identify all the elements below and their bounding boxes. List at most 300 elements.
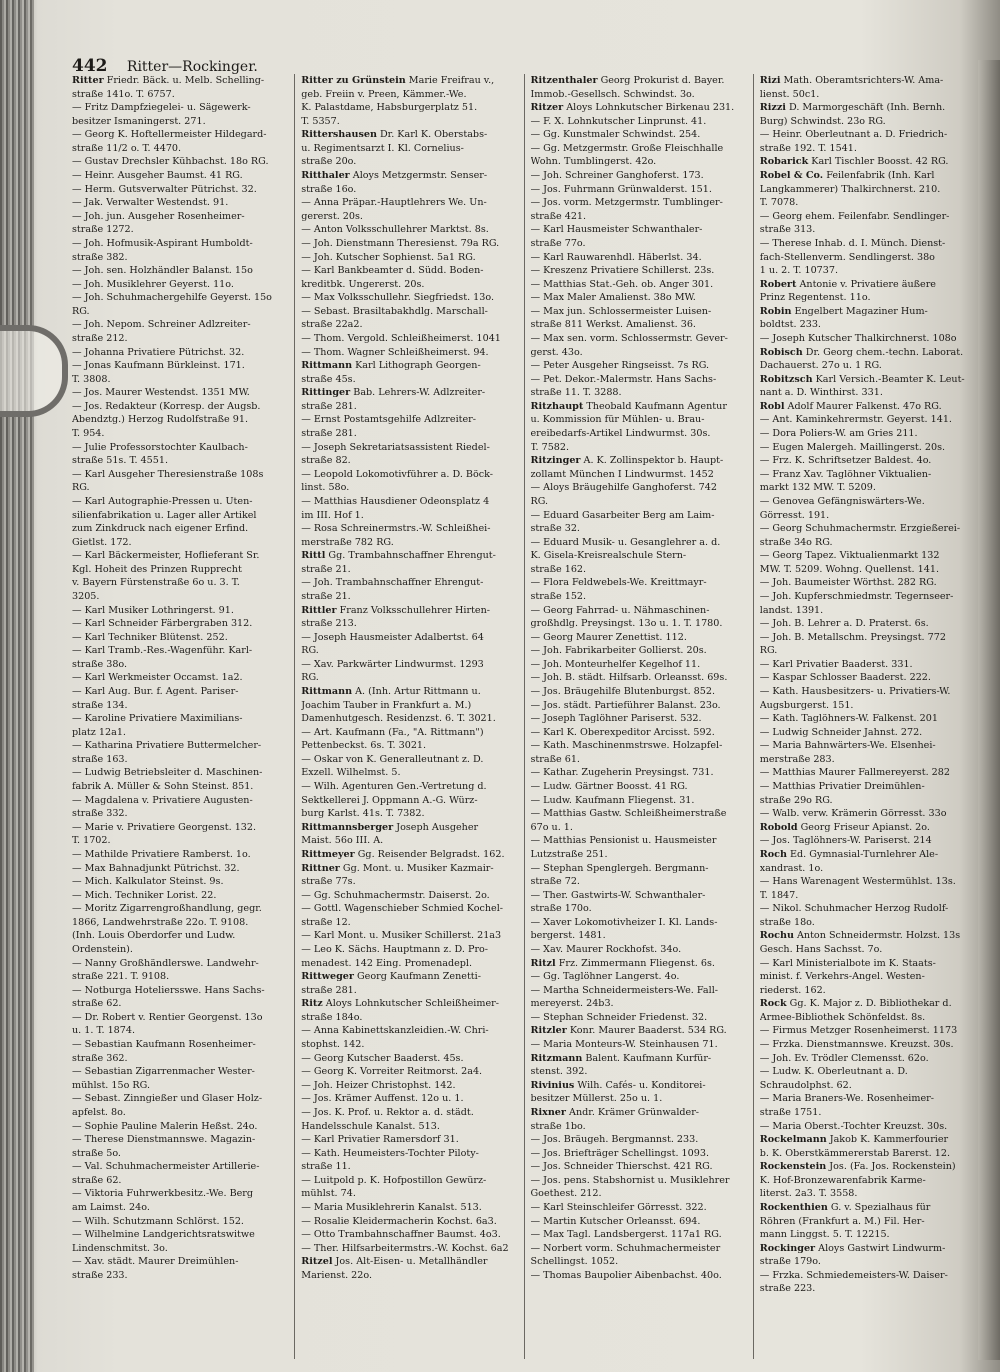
directory-line: — Art. Kaufmann (Fa., "A. Rittmann") (301, 726, 484, 738)
directory-line: — Jos. Schneider Thierschst. 421 RG. (530, 1161, 713, 1173)
directory-line: — Flora Feldwebels-We. Kreittmayr- (530, 577, 707, 589)
directory-line: — Eduard Gasarbeiter Berg am Laim- (530, 509, 715, 521)
directory-line: — Georg Maurer Zenettist. 112. (530, 631, 687, 643)
directory-line: — Jos. Briefträger Schellingst. 1093. (530, 1147, 710, 1159)
directory-line: — Anton Volksschullehrer Marktst. 8s. (301, 224, 489, 236)
directory-line: straße 38o. (72, 658, 128, 670)
directory-line: — Ernst Postamtsgehilfe Adlzreiter- (301, 414, 477, 426)
directory-line: großhdlg. Preysingst. 13o u. 1. T. 1780. (530, 618, 723, 630)
directory-line: Sektkellerei J. Oppmann A.-G. Würz- (301, 794, 478, 806)
directory-line: — Joh. Monteurhelfer Kegelhof 11. (530, 658, 701, 670)
directory-line: — Dr. Robert v. Rentier Georgenst. 13o (72, 1011, 263, 1023)
directory-line: Rockenstein Jos. (Fa. Jos. Rockenstein) (759, 1161, 956, 1173)
directory-line: straße 1bo. (530, 1120, 586, 1132)
directory-line: straße 281. (301, 400, 357, 412)
directory-line: Ritter Friedr. Bäck. u. Melb. Schelling- (72, 75, 265, 86)
directory-line: stenst. 392. (530, 1066, 588, 1078)
directory-line: straße 141o. T. 6757. (72, 88, 175, 100)
directory-line: — Georg Fahrrad- u. Nähmaschinen- (530, 604, 710, 616)
directory-line: — Max jun. Schlossermeister Luisen- (530, 305, 712, 317)
directory-line: Rittmannsberger Joseph Ausgeher (301, 821, 479, 833)
directory-line: — Jonas Kaufmann Bürkleinst. 171. (72, 360, 245, 372)
directory-line: straße 811 Werkst. Amalienst. 36. (530, 319, 696, 331)
directory-line: geb. Freiin v. Preen, Kämmer.-We. (301, 88, 467, 100)
directory-line: mühlst. 74. (301, 1188, 356, 1200)
directory-line: Görresst. 191. (759, 509, 830, 521)
directory-line: Schellingst. 1052. (530, 1256, 619, 1268)
directory-line: — Jos. K. Prof. u. Rektor a. d. städt. (301, 1106, 474, 1118)
directory-line: straße 170o. (530, 903, 592, 915)
directory-line: b. K. Oberstkämmererstab Barerst. 12. (759, 1147, 951, 1159)
directory-line: — Joh. Schreiner Ganghoferst. 173. (530, 170, 704, 182)
directory-line: Rockinger Aloys Gastwirt Lindwurm- (759, 1242, 946, 1254)
directory-line: — Aloys Bräugehilfe Ganghoferst. 742 (530, 482, 717, 494)
directory-line: kreditbk. Ungererst. 20s. (301, 278, 425, 290)
directory-line: — Peter Ausgeher Ringseisst. 7s RG. (530, 360, 710, 372)
directory-line: — Jos. Taglöhners-W. Pariserst. 214 (759, 835, 932, 847)
directory-line: — Stephan Schneider Friedenst. 32. (530, 1011, 708, 1023)
directory-line: — Matthias Gastw. Schleißheimerstraße (530, 808, 727, 820)
directory-line: mann Linggst. 5. T. 12215. (759, 1229, 890, 1241)
directory-line: Robin Engelbert Magaziner Hum- (759, 305, 928, 317)
directory-line: — Mathilde Privatiere Ramberst. 1o. (72, 848, 251, 860)
directory-line: — Jos. Krämer Auffenst. 12o u. 1. (301, 1093, 464, 1105)
directory-line: Ritzler Konr. Maurer Baaderst. 534 RG. (530, 1025, 727, 1037)
directory-line: — Jos. Maurer Westendst. 1351 MW. (72, 387, 250, 399)
directory-line: — Johanna Privatiere Pütrichst. 32. (72, 346, 245, 358)
directory-line: im III. Hof 1. (301, 509, 364, 521)
directory-line: Ritzenthaler Georg Prokurist d. Bayer. (530, 75, 725, 86)
directory-line: — Jos. vorm. Metzgermstr. Tumblinger- (530, 197, 723, 209)
directory-line: straße 18o. (759, 916, 815, 928)
directory-line: — Joh. Kutscher Sophienst. 5a1 RG. (301, 251, 476, 263)
directory-line: markt 132 MW. T. 5209. (759, 482, 876, 494)
directory-line: straße 223. (759, 1283, 816, 1295)
directory-line: Ritzmann Balent. Kaufmann Kurfür- (530, 1052, 712, 1064)
directory-line: Robel & Co. Feilenfabrik (Inh. Karl (759, 170, 935, 182)
directory-line: — Val. Schuhmachermeister Artillerie- (72, 1161, 260, 1173)
directory-line: riederst. 162. (759, 984, 826, 996)
directory-line: — Georg Schuhmachermstr. Erzgießerei- (759, 523, 961, 535)
directory-line: straße 29o RG. (759, 794, 833, 806)
directory-line: — Hans Warenagent Westermühlst. 13s. (759, 876, 956, 888)
directory-line: Rittershausen Dr. Karl K. Oberstabs- (301, 129, 488, 141)
directory-line: Rockelmann Jakob K. Kammerfourier (759, 1134, 949, 1146)
column-1 (72, 74, 295, 1359)
directory-line: minist. f. Verkehrs-Angel. Westen- (759, 971, 925, 983)
directory-line: Rittner Gg. Mont. u. Musiker Kazmair- (301, 862, 494, 874)
directory-line: Lindenschmitst. 3o. (72, 1242, 168, 1254)
directory-line: — Jos. städt. Partieführer Balanst. 23o. (530, 699, 721, 711)
directory-line: RG. (72, 305, 90, 317)
directory-line: straße 62. (72, 1174, 122, 1186)
directory-line: — Karoline Privatiere Maximilians- (72, 713, 243, 725)
directory-line: Wohn. Tumblingerst. 42o. (530, 156, 657, 168)
directory-line: Ritter zu Grünstein Marie Freifrau v., (301, 75, 495, 86)
directory-line: Armee-Bibliothek Schönfeldst. 8s. (759, 1011, 926, 1023)
directory-line: straße 163. (72, 753, 128, 765)
directory-line: — Sebast. Brasiltabakhdlg. Marschall- (301, 305, 488, 317)
directory-line: Roch Ed. Gymnasial-Turnlehrer Ale- (759, 848, 939, 860)
directory-line: — Joh. Dienstmann Theresienst. 79a RG. (301, 237, 500, 249)
directory-line: straße 11. (301, 1161, 351, 1173)
directory-line: — Joh. Schuhmachergehilfe Geyerst. 15o (72, 292, 272, 304)
directory-line: — Frzka. Schmiedemeisters-W. Daiser- (759, 1269, 948, 1281)
directory-line: — Maria Musiklehrerin Kanalst. 513. (301, 1201, 482, 1213)
directory-line: — Karl Tramb.-Res.-Wagenführ. Karl- (72, 645, 253, 657)
directory-line: — Frz. K. Schriftsetzer Baldest. 4o. (759, 455, 932, 467)
directory-line: — Georg K. Vorreiter Reitmorst. 2a4. (301, 1066, 483, 1078)
directory-line: — Joh. B. Metallschm. Preysingst. 772 (759, 631, 946, 643)
directory-line: am Laimst. 24o. (72, 1201, 150, 1213)
directory-line: straße 34o RG. (759, 536, 833, 548)
directory-line: — Frzka. Dienstmannswe. Kreuzst. 30s. (759, 1039, 954, 1051)
directory-line: Exzell. Wilhelmst. 5. (301, 767, 401, 779)
directory-line: — Therese Inhab. d. I. Münch. Dienst- (759, 237, 946, 249)
directory-line: — Sebast. Zinngießer und Glaser Holz- (72, 1093, 263, 1105)
directory-line: Damenhutgesch. Residenzst. 6. T. 3021. (301, 713, 496, 725)
directory-line: RG. (530, 495, 549, 507)
directory-line: T. 1847. (759, 889, 799, 901)
directory-line: — Fritz Dampfziegelei- u. Sägewerk- (72, 102, 251, 114)
directory-line: Prinz Regentenst. 11o. (759, 292, 871, 304)
directory-line: Röhren (Frankfurt a. M.) Fil. Her- (759, 1215, 925, 1227)
directory-line: RG. (301, 645, 319, 657)
directory-line: Rittmeyer Gg. Reisender Belgradst. 162. (301, 848, 505, 860)
directory-line: Rivinius Wilh. Cafés- u. Konditorei- (530, 1079, 706, 1091)
directory-line: — Franz Xav. Taglöhner Viktualien- (759, 468, 932, 480)
directory-line: — Wilhelmine Landgerichtsratswitwe (72, 1229, 255, 1241)
directory-line: — Gg. Schuhmachermstr. Daiserst. 2o. (301, 889, 490, 901)
directory-line: straße 45s. (301, 373, 356, 385)
directory-line: zum Zinkdruck nach eigener Erfind. (72, 523, 249, 535)
directory-line: — Matthias Stat.-Geh. ob. Anger 301. (530, 278, 714, 290)
directory-line: — Karl Werkmeister Occamst. 1a2. (72, 672, 243, 684)
directory-line: mühlst. 15o RG. (72, 1079, 151, 1091)
directory-line: — Max sen. vorm. Schlossermstr. Gever- (530, 332, 728, 344)
directory-line: Ritzinger A. K. Zollinspektor b. Haupt- (530, 455, 724, 467)
column-4 (760, 74, 982, 1359)
directory-line: — Joh. sen. Holzhändler Balanst. 15o (72, 265, 253, 277)
directory-line: straße 184o. (301, 1011, 363, 1023)
directory-line: — Karl Steinschleifer Görresst. 322. (530, 1201, 707, 1213)
directory-line: — Anna Kabinettskanzleidien.-W. Chri- (301, 1025, 489, 1037)
directory-line: — Sebastian Kaufmann Rosenheimer- (72, 1039, 256, 1051)
directory-line: — Thom. Vergold. Schleißheimerst. 1041 (301, 332, 501, 344)
directory-line: straße 362. (72, 1052, 128, 1064)
directory-line: u. Regimentsarzt I. Kl. Cornelius- (301, 142, 464, 154)
directory-line: 3205. (72, 590, 100, 602)
directory-line: — Joseph Hausmeister Adalbertst. 64 (301, 631, 484, 643)
directory-line: Joachim Tauber in Frankfurt a. M.) (301, 699, 472, 711)
directory-line: — Ther. Hilfsarbeitermstrs.-W. Kochst. 6a2 (301, 1242, 509, 1254)
directory-line: — Nikol. Schuhmacher Herzog Rudolf- (759, 903, 949, 915)
directory-line: Robarick Karl Tischler Boosst. 42 RG. (759, 156, 949, 168)
directory-line: Abendztg.) Herzog Rudolfstraße 91. (72, 414, 249, 426)
directory-line: — Kath. Hausbesitzers- u. Privatiers-W. (759, 686, 951, 698)
directory-line: — Joseph Kutscher Thalkirchnerst. 108o (759, 332, 957, 344)
directory-line: — Matthias Maurer Fallmereyerst. 282 (759, 767, 950, 779)
directory-line: — Dora Poliers-W. am Gries 211. (759, 428, 918, 440)
directory-line: straße 20o. (301, 156, 357, 168)
directory-line: — Jos. Bräugeh. Bergmannst. 233. (530, 1134, 699, 1146)
directory-line: — Pet. Dekor.-Malermstr. Hans Sachs- (530, 373, 717, 385)
directory-line: — Jak. Verwalter Westendst. 91. (72, 197, 229, 209)
directory-line: Lutzstraße 251. (530, 848, 608, 860)
directory-line: Goethest. 212. (530, 1188, 602, 1200)
directory-line: — Joh. B. Lehrer a. D. Praterst. 6s. (759, 618, 929, 630)
directory-line: — Ther. Gastwirts-W. Schwanthaler- (530, 889, 706, 901)
directory-line: Ritzhaupt Theobald Kaufmann Agentur (530, 400, 727, 412)
directory-line: 1 u. 2. T. 10737. (759, 265, 839, 277)
directory-line: — Nanny Großhändlerswe. Landwehr- (72, 957, 259, 969)
directory-line: — Karl Privatier Baaderst. 331. (759, 658, 913, 670)
directory-line: Gietlst. 172. (72, 536, 132, 548)
directory-line: v. Bayern Fürstenstraße 6o u. 3. T. (72, 577, 240, 589)
directory-line: — Georg Tapez. Viktualienmarkt 132 (759, 550, 940, 562)
directory-line: — Moritz Zigarrengroßhandlung, gegr. (72, 903, 262, 915)
directory-line: Ritz Aloys Lohnkutscher Schleißheimer- (301, 998, 499, 1010)
directory-line: — Joh. Hofmusik-Aspirant Humboldt- (72, 237, 253, 249)
directory-line: — Oskar von K. Generalleutnant z. D. (301, 753, 484, 765)
directory-line: — Norbert vorm. Schuhmachermeister (530, 1242, 721, 1254)
directory-line: — Karl K. Oberexpeditor Arcisst. 592. (530, 726, 715, 738)
directory-line: — Maria Bahnwärters-We. Elsenhei- (759, 740, 936, 752)
page-number: 442 (72, 56, 108, 76)
directory-line: — Leopold Lokomotivführer a. D. Böck- (301, 468, 494, 480)
directory-line: straße 134. (72, 699, 128, 711)
directory-line: straße 72. (530, 876, 580, 888)
directory-line: straße 313. (759, 224, 816, 236)
directory-line: — Joh. Kupferschmiedmstr. Tegernseer- (759, 590, 954, 602)
binder-clip (0, 325, 68, 417)
directory-line: besitzer Ismaningerst. 271. (72, 115, 206, 127)
directory-line: landst. 1391. (759, 604, 824, 616)
directory-line: — Kaspar Schlosser Baaderst. 222. (759, 672, 931, 684)
directory-line: — Julie Professorstochter Kaulbach- (72, 441, 248, 453)
directory-line: linst. 58o. (301, 482, 350, 494)
directory-line: Ritzer Aloys Lohnkutscher Birkenau 231. (530, 102, 735, 114)
directory-line: 1866, Landwehrstraße 22o. T. 9108. (72, 916, 249, 928)
directory-line: Ordenstein). (72, 944, 133, 955)
directory-line: — Georg K. Hoftellermeister Hildegard- (72, 129, 267, 141)
directory-line: — Joh. Ev. Trödler Clemensst. 62o. (759, 1052, 929, 1064)
directory-line: stophst. 142. (301, 1039, 365, 1051)
directory-line: — Martha Schneidermeisters-We. Fall- (530, 984, 719, 996)
directory-line: Rittweger Georg Kaufmann Zenetti- (301, 971, 481, 983)
running-title: Ritter—Rockinger. (126, 59, 258, 75)
directory-line: gerst. 43o. (530, 346, 583, 358)
directory-line: xandrast. 1o. (759, 862, 824, 874)
directory-line: straße 77s. (301, 876, 356, 888)
directory-line: — Matthias Hausdiener Odeonsplatz 4 (301, 495, 490, 507)
directory-line: merstraße 283. (759, 753, 835, 765)
directory-line: — Ludwig Betriebsleiter d. Maschinen- (72, 767, 263, 779)
directory-line: Robisch Dr. Georg chem.-techn. Laborat. (759, 346, 964, 358)
directory-line: RG. (72, 482, 90, 494)
book-spine-edge (0, 0, 34, 1372)
directory-line: — Eduard Musik- u. Gesanglehrer a. d. (530, 536, 721, 548)
directory-line: — Heinr. Ausgeher Baumst. 41 RG. (72, 170, 243, 182)
directory-line: K. Gisela-Kreisrealschule Stern- (530, 550, 687, 562)
directory-columns (72, 74, 982, 1359)
directory-line: — Xav. Parkwärter Lindwurmst. 1293 (301, 658, 484, 670)
directory-line: zollamt München I Lindwurmst. 1452 (530, 468, 714, 480)
directory-line: — Otto Trambahnschaffner Baumst. 4o3. (301, 1229, 501, 1241)
directory-line: — Ludw. Gärtner Boosst. 41 RG. (530, 781, 688, 793)
directory-line: — Katharina Privatiere Buttermelcher- (72, 740, 262, 752)
directory-line: — Viktoria Fuhrwerkbesitz.-We. Berg (72, 1188, 254, 1200)
directory-line: — Karl Rauwarenhdl. Häberlst. 34. (530, 251, 702, 263)
directory-line: nant a. D. Winthirst. 331. (759, 387, 883, 399)
directory-line: Rizzi D. Marmorgeschäft (Inh. Bernh. (759, 102, 946, 114)
directory-line: — Sebastian Zigarrenmacher Wester- (72, 1066, 255, 1078)
directory-line: straße 61. (530, 753, 580, 765)
directory-line: — Matthias Privatier Dreimühlen- (759, 781, 925, 793)
directory-line: straße 281. (301, 984, 357, 996)
directory-line: straße 179o. (759, 1256, 821, 1268)
directory-line: — Karl Techniker Blütenst. 252. (72, 631, 228, 643)
directory-line: Robitzsch Karl Versich.-Beamter K. Leut- (759, 373, 965, 385)
directory-line: T. 1702. (72, 835, 111, 847)
directory-line: — Karl Bankbeamter d. Südd. Boden- (301, 265, 484, 277)
directory-line: — Karl Musiker Lothringerst. 91. (72, 604, 234, 616)
directory-line: Robold Georg Friseur Apianst. 2o. (759, 821, 930, 833)
directory-line: — Matthias Pensionist u. Hausmeister (530, 835, 717, 847)
directory-line: Ritthaler Aloys Metzgermstr. Senser- (301, 170, 488, 182)
directory-line: — Marie v. Privatiere Georgenst. 132. (72, 821, 257, 833)
directory-line: — Ludw. Kaufmann Fliegenst. 31. (530, 794, 695, 806)
directory-line: — Sophie Pauline Malerin Heßst. 24o. (72, 1120, 258, 1132)
directory-line: Pettenbeckst. 6s. T. 3021. (301, 740, 427, 752)
directory-line: Rittler Franz Volksschullehrer Hirten- (301, 604, 490, 616)
directory-line: K. Hof-Bronzewarenfabrik Karme- (759, 1174, 926, 1186)
directory-line: — Maria Braners-We. Rosenheimer- (759, 1093, 934, 1105)
directory-line: — Karl Ministerialbote im K. Staats- (759, 957, 936, 969)
directory-line: burg Karlst. 41s. T. 7382. (301, 808, 425, 820)
directory-line: straße 382. (72, 251, 128, 263)
directory-line: — Joh. Musiklehrer Geyerst. 11o. (72, 278, 234, 290)
directory-line: gererst. 20s. (301, 210, 363, 222)
directory-line: apfelst. 8o. (72, 1106, 126, 1118)
directory-line: ereibedarfs-Artikel Lindwurmst. 30s. (530, 428, 711, 440)
directory-line: Augsburgerst. 151. (759, 699, 854, 711)
directory-line: T. 3808. (72, 373, 111, 385)
directory-line: u. Kommission für Mühlen- u. Brau- (530, 414, 705, 426)
directory-line: Maist. 56o III. A. (301, 835, 384, 847)
directory-line: straße 11/2 o. T. 4470. (72, 142, 182, 154)
directory-line: — Kath. Taglöhners-W. Falkenst. 201 (759, 713, 938, 725)
directory-line: 67o u. 1. (530, 821, 573, 833)
directory-line: — Maria Oberst.-Tochter Kreuzst. 30s. (759, 1120, 948, 1132)
directory-line: T. 954. (72, 428, 105, 440)
directory-line: — Anna Präpar.-Hauptlehrers We. Un- (301, 197, 487, 209)
directory-line: — Jos. Redakteur (Korresp. der Augsb. (72, 400, 261, 412)
directory-line: — Therese Dienstmannswe. Magazin- (72, 1134, 256, 1146)
directory-line: Ritzel Jos. Alt-Eisen- u. Metallhändler (301, 1256, 488, 1268)
directory-line: — Notburga Hoteliersswe. Hans Sachs- (72, 984, 265, 996)
directory-line: straße 221. T. 9108. (72, 971, 170, 983)
directory-line: — Joseph Taglöhner Pariserst. 532. (530, 713, 702, 725)
directory-line: silienfabrikation u. Lager aller Artikel (72, 509, 257, 521)
directory-line: merstraße 782 RG. (301, 536, 394, 548)
directory-line: Rockenthien G. v. Spezialhaus für (759, 1201, 931, 1213)
directory-line: T. 7582. (530, 441, 570, 453)
directory-line: Langkammerer) Thalkirchnerst. 210. (759, 183, 941, 195)
directory-line: — Jos. pens. Stabshornist u. Musiklehrer (530, 1174, 730, 1186)
directory-line: Schraudolphst. 62. (759, 1079, 852, 1091)
directory-line: — Kathar. Zugeherin Preysingst. 731. (530, 767, 714, 779)
directory-line: — Jos. Fuhrmann Grünwalderst. 151. (530, 183, 712, 195)
directory-line: straße 32. (530, 523, 580, 535)
column-3 (531, 74, 754, 1359)
directory-line: straße 332. (72, 808, 128, 820)
directory-line: straße 77o. (530, 237, 586, 249)
column-2 (301, 74, 524, 1359)
directory-line: — Karl Bäckermeister, Hoflieferant Sr. (72, 550, 260, 562)
directory-line: — Herm. Gutsverwalter Pütrichst. 32. (72, 183, 257, 195)
directory-line: besitzer Müllerst. 25o u. 1. (530, 1093, 663, 1105)
directory-line: — Mich. Kalkulator Steinst. 9s. (72, 876, 224, 888)
directory-line: T. 7078. (759, 197, 799, 209)
directory-line: T. 5357. (301, 115, 340, 127)
directory-line: — Joh. Trambahnschaffner Ehrengut- (301, 577, 484, 589)
directory-line: Rittl Gg. Trambahnschaffner Ehrengut- (301, 550, 496, 562)
directory-line: — Karl Aug. Bur. f. Agent. Pariser- (72, 686, 239, 698)
directory-line: — Rosa Schreinermstrs.-W. Schleißhei- (301, 523, 491, 535)
directory-line: — Gg. Kunstmaler Schwindst. 254. (530, 129, 701, 141)
directory-line: Rock Gg. K. Major z. D. Bibliothekar d. (759, 998, 952, 1010)
directory-line: — Mich. Techniker Lorist. 22. (72, 889, 217, 901)
directory-line: Robert Antonie v. Privatiere äußere (759, 278, 936, 290)
directory-line: — Genovea Gefängniswärters-We. (759, 495, 925, 507)
directory-line: Burg) Schwindst. 23o RG. (759, 115, 886, 127)
directory-line: straße 62. (72, 998, 122, 1010)
directory-line: bergerst. 1481. (530, 930, 606, 942)
directory-line: straße 51s. T. 4551. (72, 455, 169, 467)
directory-line: menadest. 142 Eing. Promenadepl. (301, 957, 473, 969)
directory-line: straße 233. (72, 1269, 128, 1281)
directory-line: lienst. 50c1. (759, 88, 820, 100)
directory-line: — Kath. Heumeisters-Tochter Piloty- (301, 1147, 479, 1159)
directory-line: — Karl Autographie-Pressen u. Uten- (72, 495, 253, 507)
directory-line: straße 281. (301, 428, 357, 440)
directory-line: — Joh. Baumeister Wörthst. 282 RG. (759, 577, 937, 589)
directory-line: Robl Adolf Maurer Falkenst. 47o RG. (759, 400, 942, 412)
directory-line: RG. (759, 645, 778, 657)
directory-line: — F. X. Lohnkutscher Linprunst. 41. (530, 115, 707, 127)
directory-line: — Luitpold p. K. Hofpostillon Gewürz- (301, 1174, 487, 1186)
directory-line: K. Palastdame, Habsburgerplatz 51. (301, 102, 478, 114)
directory-line: Kgl. Hoheit des Prinzen Rupprecht (72, 563, 242, 575)
directory-line: straße 11. T. 3288. (530, 387, 622, 399)
directory-line: Rizi Math. Oberamtsrichters-W. Ama- (759, 75, 944, 86)
directory-line: — Karl Hausmeister Schwanthaler- (530, 224, 703, 236)
directory-line: Rittmann A. (Inh. Artur Rittmann u. (301, 686, 481, 698)
directory-line: straße 5o. (72, 1147, 121, 1159)
directory-line: fach-Stellenverm. Sendlingerst. 38o (759, 251, 935, 263)
directory-line: straße 21. (301, 590, 351, 602)
directory-line: — Leo K. Sächs. Hauptmann z. D. Pro- (301, 944, 489, 955)
directory-line: — Ludwig Schneider Jahnst. 272. (759, 726, 923, 738)
directory-line: — Rosalie Kleidermacherin Kochst. 6a3. (301, 1215, 497, 1227)
directory-line: — Wilh. Agenturen Gen.-Vertretung d. (301, 781, 487, 793)
directory-line: straße 162. (530, 563, 587, 575)
directory-line: — Karl Schneider Färbergraben 312. (72, 618, 253, 630)
directory-line: — Georg Kutscher Baaderst. 45s. (301, 1052, 464, 1064)
directory-line: — Joseph Sekretariatsassistent Riedel- (301, 441, 490, 453)
directory-line: Rittinger Bab. Lehrers-W. Adlzreiter- (301, 387, 486, 399)
